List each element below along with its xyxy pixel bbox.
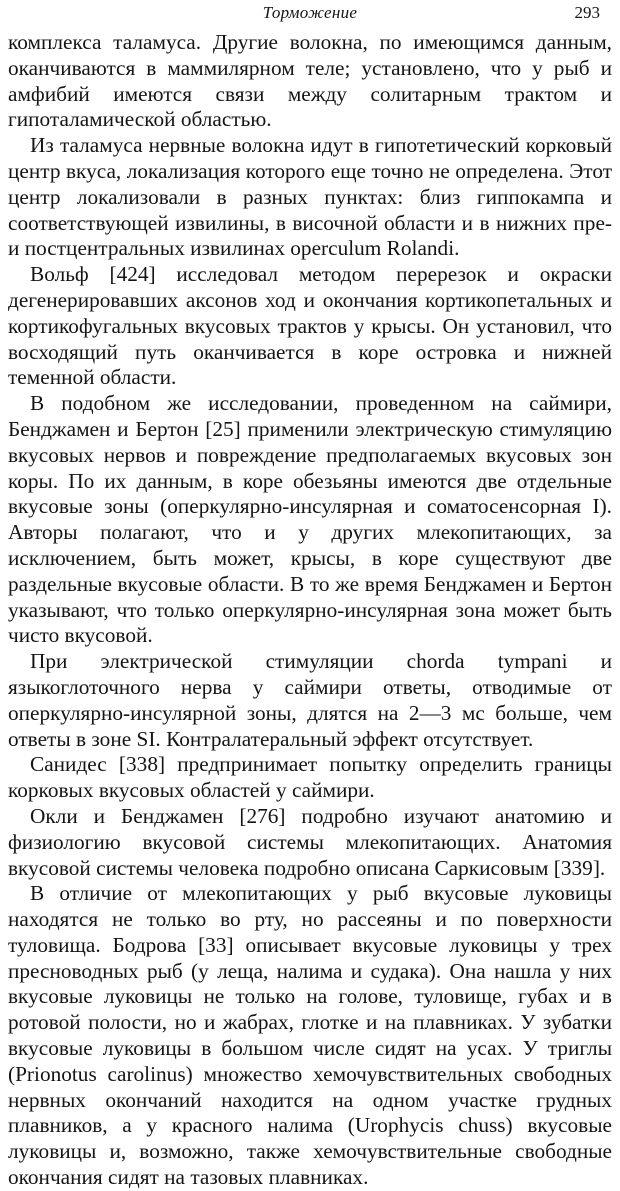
paragraph: комплекса таламуса. Другие волокна, по имеющимся данным, оканчиваются в маммилярном теле; установлено, что у рыб и амфибий имеются связи между солитарным трактом и гипоталамической областью.	[8, 30, 612, 132]
paragraph: Санидес [338] предпринимает попытку определить границы корковых вкусовых областей у саймири.	[8, 752, 612, 803]
paragraph: Вольф [424] исследовал методом перерезок и окраски дегенерировавших аксонов ход и окончания кортикопетальных и кортикофугальных вкусовых трактов у крысы. Он установил, что восходящий путь оканчивается в коре островка и нижней теменной области.	[8, 262, 612, 390]
paragraph: В подобном же исследовании, проведенном на саймири, Бенджамен и Бертон [25] применили электрическую стимуляцию вкусовых нервов и повреждение предполагаемых вкусовых зон коры. По их данным, в коре обезьяны имеются две отдельные вкусовые зоны (оперкулярно-инсулярная и соматосенсорная I). Авторы полагают, что и у других млекопитающих, за исключением, быть может, крысы, в коре существуют две раздельные вкусовые области. В то же время Бенджамен и Бертон указывают, что только оперкулярно-инсулярная зона может быть чисто вкусовой.	[8, 391, 612, 648]
page-number: 293	[574, 3, 600, 22]
page-header	[8, 0, 612, 30]
paragraph: При электрической стимуляции chorda tympani и языкоглоточного нерва у саймири ответы, отводимые от оперкулярно-инсулярной зоны, длятся на 2—3 мс больше, чем ответы в зоне SI. Контралатеральный эффект отсутствует.	[8, 649, 612, 751]
paragraph: В отличие от млекопитающих у рыб вкусовые луковицы находятся не только во рту, но рассеяны и по поверхности туловища. Бодрова [33] описывает вкусовые луковицы у трех пресноводных рыб (у леща, налима и судака). Она нашла у них вкусовые луковицы не только на голове, туловище, губах и в ротовой полости, но и жабрах, глотке и на плавниках. У зубатки вкусовые луковицы в большом числе сидят на усах. У триглы (Prionotus carolinus) множество хемочувствительных свободных нервных окончаний находится на одном участке грудных плавников, а у красного налима (Urophycis chuss) вкусовые луковицы и, возможно, также хемочувствительные свободные окончания сидят на тазовых плавниках.	[8, 881, 612, 1190]
running-head: Торможение	[262, 3, 358, 22]
paragraph: Из таламуса нервные волокна идут в гипотетический корковый центр вкуса, локализация которого еще точно не определена. Этот центр локализовали в разных пунктах: близ гиппокампа и соответствующей извилины, в височной области и в нижних пре- и постцентральных извилинах operculum Rolandi.	[8, 133, 612, 261]
paragraph: Окли и Бенджамен [276] подробно изучают анатомию и физиологию вкусовой системы млекопитающих. Анатомия вкусовой системы человека подробно описана Саркисовым [339].	[8, 803, 612, 880]
body-text	[8, 30, 612, 1191]
